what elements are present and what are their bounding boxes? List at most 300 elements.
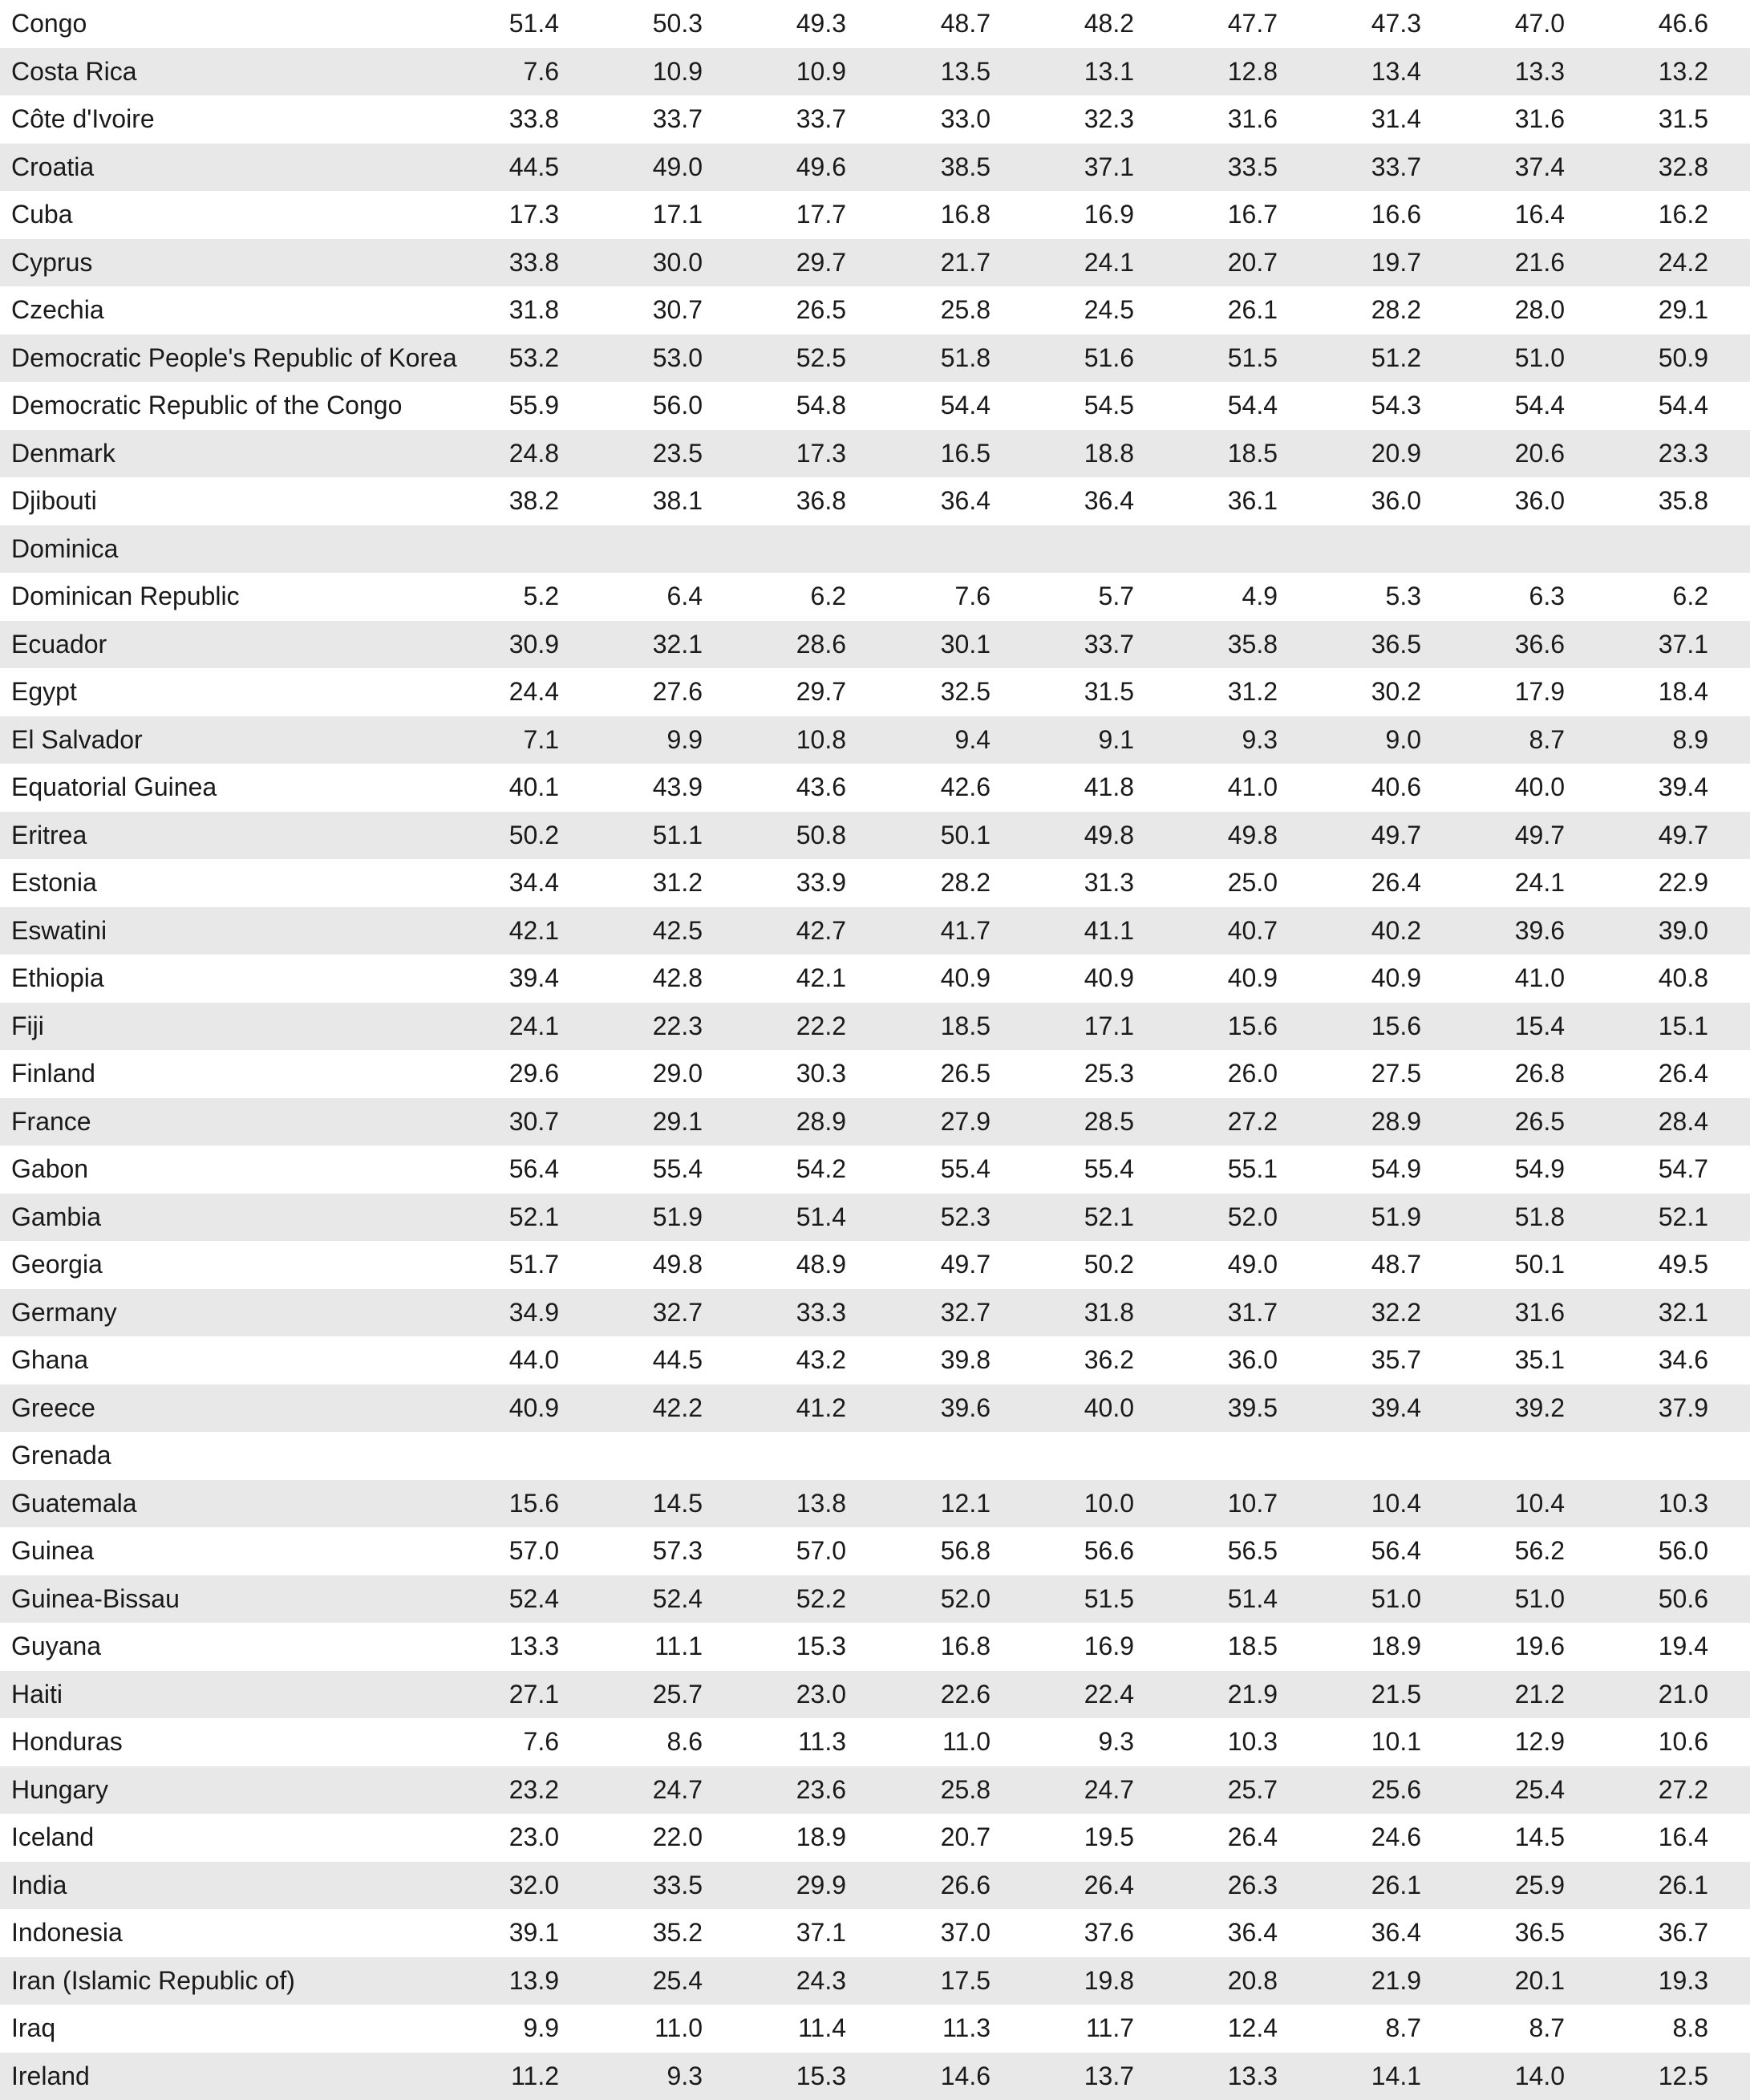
table-row — [0, 1909, 1750, 1957]
table-cell: 29.0 — [574, 1050, 703, 1098]
table-cell: 27.2 — [1580, 1766, 1708, 1814]
table-cell: 51.7 — [431, 1241, 559, 1289]
country-name: Democratic Republic of the Congo — [11, 382, 402, 430]
table-cell — [1006, 525, 1134, 574]
table-cell: 25.9 — [1436, 1862, 1565, 1910]
table-cell: 41.0 — [1149, 764, 1278, 812]
table-cell: 23.0 — [718, 1671, 846, 1719]
table-cell: 40.7 — [1149, 907, 1278, 955]
table-cell: 16.5 — [862, 430, 990, 478]
table-cell: 33.7 — [1293, 144, 1421, 192]
table-cell: 20.8 — [1149, 1957, 1278, 2005]
table-cell: 50.1 — [1436, 1241, 1565, 1289]
table-cell: 39.1 — [431, 1909, 559, 1957]
table-cell: 9.3 — [574, 2053, 703, 2100]
table-cell: 25.6 — [1293, 1766, 1421, 1814]
table-cell: 47.7 — [1149, 0, 1278, 48]
table-row — [0, 239, 1750, 287]
table-cell: 20.6 — [1436, 430, 1565, 478]
table-cell: 9.4 — [862, 716, 990, 764]
table-cell: 18.9 — [718, 1814, 846, 1862]
table-cell: 36.5 — [1436, 1909, 1565, 1957]
table-cell: 42.2 — [574, 1384, 703, 1433]
table-cell: 36.4 — [1149, 1909, 1278, 1957]
table-cell: 40.8 — [1580, 955, 1708, 1003]
table-cell — [1149, 1432, 1278, 1480]
table-cell: 15.3 — [718, 1623, 846, 1671]
table-cell: 49.7 — [1436, 812, 1565, 860]
table-cell: 30.9 — [431, 621, 559, 669]
table-cell: 31.6 — [1149, 95, 1278, 144]
table-cell: 8.6 — [574, 1718, 703, 1766]
table-cell: 31.2 — [1149, 668, 1278, 716]
table-cell — [1580, 525, 1708, 574]
table-cell: 9.0 — [1293, 716, 1421, 764]
table-cell: 56.4 — [431, 1145, 559, 1194]
table-cell: 30.2 — [1293, 668, 1421, 716]
table-row — [0, 1623, 1750, 1671]
table-cell: 23.0 — [431, 1814, 559, 1862]
table-cell: 41.1 — [1006, 907, 1134, 955]
table-cell: 33.9 — [718, 859, 846, 907]
table-row — [0, 573, 1750, 621]
table-cell: 32.1 — [1580, 1289, 1708, 1337]
table-cell: 16.8 — [862, 1623, 990, 1671]
table-cell: 25.0 — [1149, 859, 1278, 907]
table-cell: 40.9 — [1293, 955, 1421, 1003]
country-name: Grenada — [11, 1432, 111, 1480]
table-cell: 12.4 — [1149, 2005, 1278, 2053]
table-cell: 14.5 — [574, 1480, 703, 1528]
table-row — [0, 525, 1750, 574]
table-cell: 21.7 — [862, 239, 990, 287]
table-cell — [1293, 525, 1421, 574]
table-cell: 22.0 — [574, 1814, 703, 1862]
table-row — [0, 668, 1750, 716]
table-row — [0, 334, 1750, 383]
table-cell: 17.5 — [862, 1957, 990, 2005]
table-cell: 51.8 — [862, 334, 990, 383]
country-name: Gabon — [11, 1145, 88, 1194]
table-row — [0, 2053, 1750, 2100]
table-row — [0, 1480, 1750, 1528]
table-cell: 11.0 — [862, 1718, 990, 1766]
table-cell: 15.6 — [1149, 1003, 1278, 1051]
table-row — [0, 1241, 1750, 1289]
table-cell — [718, 1432, 846, 1480]
table-cell: 31.2 — [574, 859, 703, 907]
table-row — [0, 1575, 1750, 1624]
table-cell: 54.9 — [1293, 1145, 1421, 1194]
table-cell: 13.3 — [1436, 48, 1565, 96]
table-cell: 52.5 — [718, 334, 846, 383]
table-cell: 37.9 — [1580, 1384, 1708, 1433]
table-cell: 31.4 — [1293, 95, 1421, 144]
table-cell: 52.3 — [862, 1194, 990, 1242]
table-cell: 47.3 — [1293, 0, 1421, 48]
table-cell: 25.7 — [1149, 1766, 1278, 1814]
table-cell: 48.7 — [862, 0, 990, 48]
table-cell — [862, 1432, 990, 1480]
table-cell: 23.3 — [1580, 430, 1708, 478]
country-name: Guinea-Bissau — [11, 1575, 180, 1624]
table-cell: 40.9 — [431, 1384, 559, 1433]
table-cell: 48.7 — [1293, 1241, 1421, 1289]
table-cell: 21.0 — [1580, 1671, 1708, 1719]
table-cell: 10.4 — [1436, 1480, 1565, 1528]
table-cell: 55.4 — [574, 1145, 703, 1194]
table-cell: 39.0 — [1580, 907, 1708, 955]
table-cell: 7.1 — [431, 716, 559, 764]
table-cell: 28.9 — [1293, 1098, 1421, 1146]
table-cell: 24.8 — [431, 430, 559, 478]
table-cell: 18.5 — [1149, 430, 1278, 478]
table-cell: 33.7 — [718, 95, 846, 144]
table-cell: 17.1 — [1006, 1003, 1134, 1051]
table-cell: 24.4 — [431, 668, 559, 716]
table-row — [0, 1050, 1750, 1098]
table-cell: 33.5 — [1149, 144, 1278, 192]
table-cell: 17.7 — [718, 191, 846, 239]
table-cell: 19.5 — [1006, 1814, 1134, 1862]
table-cell: 23.5 — [574, 430, 703, 478]
table-cell: 33.5 — [574, 1862, 703, 1910]
table-cell: 31.8 — [1006, 1289, 1134, 1337]
table-cell: 54.4 — [1149, 382, 1278, 430]
table-cell: 15.6 — [431, 1480, 559, 1528]
table-cell: 56.5 — [1149, 1527, 1278, 1575]
table-cell: 14.6 — [862, 2053, 990, 2100]
table-cell — [1006, 1432, 1134, 1480]
table-cell: 10.6 — [1580, 1718, 1708, 1766]
table-cell: 52.1 — [431, 1194, 559, 1242]
table-cell: 12.1 — [862, 1480, 990, 1528]
table-cell: 39.2 — [1436, 1384, 1565, 1433]
country-name: Iraq — [11, 2005, 55, 2053]
table-cell: 51.2 — [1293, 334, 1421, 383]
table-cell: 25.7 — [574, 1671, 703, 1719]
table-cell: 54.7 — [1580, 1145, 1708, 1194]
table-cell: 17.1 — [574, 191, 703, 239]
table-cell: 15.1 — [1580, 1003, 1708, 1051]
table-cell: 49.8 — [574, 1241, 703, 1289]
table-cell: 49.6 — [718, 144, 846, 192]
table-cell: 18.5 — [1149, 1623, 1278, 1671]
table-cell — [431, 1432, 559, 1480]
table-cell: 18.9 — [1293, 1623, 1421, 1671]
table-cell: 19.3 — [1580, 1957, 1708, 2005]
table-cell: 9.1 — [1006, 716, 1134, 764]
table-cell: 28.6 — [718, 621, 846, 669]
table-cell: 13.1 — [1006, 48, 1134, 96]
table-cell: 51.4 — [718, 1194, 846, 1242]
table-cell: 28.9 — [718, 1098, 846, 1146]
table-cell: 33.7 — [1006, 621, 1134, 669]
table-cell: 26.4 — [1293, 859, 1421, 907]
table-cell — [862, 525, 990, 574]
country-name: Guinea — [11, 1527, 94, 1575]
table-cell: 56.0 — [1580, 1527, 1708, 1575]
table-cell: 49.7 — [1293, 812, 1421, 860]
table-row — [0, 48, 1750, 96]
country-name: Dominica — [11, 525, 118, 574]
table-cell: 54.4 — [1580, 382, 1708, 430]
table-cell: 20.1 — [1436, 1957, 1565, 2005]
table-row — [0, 1384, 1750, 1433]
table-cell: 39.4 — [1580, 764, 1708, 812]
table-cell: 39.4 — [431, 955, 559, 1003]
table-cell: 32.3 — [1006, 95, 1134, 144]
table-cell: 17.3 — [431, 191, 559, 239]
table-cell: 55.4 — [1006, 1145, 1134, 1194]
table-cell — [574, 525, 703, 574]
table-row — [0, 382, 1750, 430]
table-cell: 14.1 — [1293, 2053, 1421, 2100]
country-name: Egypt — [11, 668, 77, 716]
table-cell: 52.2 — [718, 1575, 846, 1624]
table-cell: 28.4 — [1580, 1098, 1708, 1146]
table-cell: 34.9 — [431, 1289, 559, 1337]
table-cell: 26.1 — [1580, 1862, 1708, 1910]
table-cell: 39.6 — [862, 1384, 990, 1433]
table-row — [0, 2005, 1750, 2053]
table-row — [0, 1098, 1750, 1146]
table-cell: 10.0 — [1006, 1480, 1134, 1528]
country-name: Cuba — [11, 191, 73, 239]
table-row — [0, 907, 1750, 955]
table-cell: 12.5 — [1580, 2053, 1708, 2100]
table-cell: 40.2 — [1293, 907, 1421, 955]
table-cell: 41.0 — [1436, 955, 1565, 1003]
table-cell: 31.6 — [1436, 1289, 1565, 1337]
table-cell: 26.5 — [718, 286, 846, 334]
table-cell: 26.1 — [1293, 1862, 1421, 1910]
table-row — [0, 1718, 1750, 1766]
table-cell: 37.1 — [718, 1909, 846, 1957]
table-cell: 24.6 — [1293, 1814, 1421, 1862]
table-cell: 49.5 — [1580, 1241, 1708, 1289]
table-cell: 15.6 — [1293, 1003, 1421, 1051]
table-cell: 16.4 — [1580, 1814, 1708, 1862]
table-row — [0, 1671, 1750, 1719]
table-cell: 4.9 — [1149, 573, 1278, 621]
table-cell: 51.5 — [1006, 1575, 1134, 1624]
table-cell: 40.0 — [1436, 764, 1565, 812]
country-name: Czechia — [11, 286, 104, 334]
table-cell: 51.0 — [1436, 334, 1565, 383]
table-cell: 19.4 — [1580, 1623, 1708, 1671]
table-cell: 31.5 — [1006, 668, 1134, 716]
table-cell — [1293, 1432, 1421, 1480]
table-cell: 28.2 — [1293, 286, 1421, 334]
table-row — [0, 477, 1750, 525]
table-cell: 10.3 — [1580, 1480, 1708, 1528]
table-cell: 57.0 — [718, 1527, 846, 1575]
table-cell: 8.7 — [1293, 2005, 1421, 2053]
table-cell: 53.0 — [574, 334, 703, 383]
table-cell: 40.9 — [1006, 955, 1134, 1003]
table-cell: 10.9 — [718, 48, 846, 96]
table-cell: 16.8 — [862, 191, 990, 239]
table-cell: 36.2 — [1006, 1336, 1134, 1384]
country-name: Germany — [11, 1289, 117, 1337]
table-cell: 35.8 — [1149, 621, 1278, 669]
table-cell: 10.7 — [1149, 1480, 1278, 1528]
table-cell: 9.9 — [431, 2005, 559, 2053]
table-cell: 54.2 — [718, 1145, 846, 1194]
table-cell: 37.0 — [862, 1909, 990, 1957]
table-cell: 40.1 — [431, 764, 559, 812]
table-cell: 31.3 — [1006, 859, 1134, 907]
table-cell: 22.2 — [718, 1003, 846, 1051]
country-name: Indonesia — [11, 1909, 123, 1957]
table-cell: 30.7 — [574, 286, 703, 334]
table-cell: 40.6 — [1293, 764, 1421, 812]
table-cell: 36.4 — [1006, 477, 1134, 525]
table-cell: 27.2 — [1149, 1098, 1278, 1146]
table-cell: 46.6 — [1580, 0, 1708, 48]
table-cell: 22.4 — [1006, 1671, 1134, 1719]
table-cell: 42.8 — [574, 955, 703, 1003]
table-cell: 30.7 — [431, 1098, 559, 1146]
country-name: Ethiopia — [11, 955, 104, 1003]
table-cell: 36.0 — [1436, 477, 1565, 525]
table-cell: 34.4 — [431, 859, 559, 907]
table-cell: 11.3 — [862, 2005, 990, 2053]
table-cell: 15.4 — [1436, 1003, 1565, 1051]
country-name: Eritrea — [11, 812, 87, 860]
table-cell: 18.4 — [1580, 668, 1708, 716]
table-cell: 27.5 — [1293, 1050, 1421, 1098]
table-cell: 24.1 — [431, 1003, 559, 1051]
table-row — [0, 1766, 1750, 1814]
country-name: Gambia — [11, 1194, 101, 1242]
table-cell: 29.7 — [718, 668, 846, 716]
table-cell: 6.4 — [574, 573, 703, 621]
table-cell: 47.0 — [1436, 0, 1565, 48]
table-cell: 39.8 — [862, 1336, 990, 1384]
table-cell: 8.7 — [1436, 716, 1565, 764]
table-cell: 9.9 — [574, 716, 703, 764]
table-cell: 11.1 — [574, 1623, 703, 1671]
country-name: Costa Rica — [11, 48, 137, 96]
table-cell: 32.1 — [574, 621, 703, 669]
table-cell: 13.4 — [1293, 48, 1421, 96]
table-cell: 8.8 — [1580, 2005, 1708, 2053]
table-row — [0, 1957, 1750, 2005]
table-row — [0, 1289, 1750, 1337]
table-cell: 6.2 — [718, 573, 846, 621]
table-row — [0, 191, 1750, 239]
table-row — [0, 621, 1750, 669]
table-cell: 56.8 — [862, 1527, 990, 1575]
table-cell: 25.8 — [862, 286, 990, 334]
table-cell: 38.1 — [574, 477, 703, 525]
table-cell: 39.6 — [1436, 907, 1565, 955]
country-name: Democratic People's Republic of Korea — [11, 334, 457, 383]
table-cell: 54.3 — [1293, 382, 1421, 430]
country-name: Cyprus — [11, 239, 92, 287]
table-cell: 56.4 — [1293, 1527, 1421, 1575]
country-name: Fiji — [11, 1003, 44, 1051]
table-cell: 31.7 — [1149, 1289, 1278, 1337]
table-cell: 22.9 — [1580, 859, 1708, 907]
table-cell: 56.6 — [1006, 1527, 1134, 1575]
table-cell: 40.9 — [862, 955, 990, 1003]
table-cell: 26.5 — [1436, 1098, 1565, 1146]
table-cell: 42.1 — [431, 907, 559, 955]
table-cell: 50.2 — [431, 812, 559, 860]
table-cell: 39.4 — [1293, 1384, 1421, 1433]
table-cell: 25.4 — [1436, 1766, 1565, 1814]
table-cell: 21.9 — [1149, 1671, 1278, 1719]
table-cell — [431, 525, 559, 574]
table-cell: 51.9 — [1293, 1194, 1421, 1242]
table-cell: 16.7 — [1149, 191, 1278, 239]
table-cell: 22.3 — [574, 1003, 703, 1051]
country-name: Ghana — [11, 1336, 88, 1384]
table-cell: 36.4 — [1293, 1909, 1421, 1957]
table-cell: 48.2 — [1006, 0, 1134, 48]
table-cell: 54.5 — [1006, 382, 1134, 430]
table-cell: 44.5 — [574, 1336, 703, 1384]
table-cell: 38.5 — [862, 144, 990, 192]
table-cell: 52.1 — [1580, 1194, 1708, 1242]
table-row — [0, 859, 1750, 907]
table-cell: 14.5 — [1436, 1814, 1565, 1862]
table-cell: 36.0 — [1293, 477, 1421, 525]
table-cell: 26.0 — [1149, 1050, 1278, 1098]
table-cell: 30.0 — [574, 239, 703, 287]
table-cell: 20.7 — [1149, 239, 1278, 287]
table-row — [0, 812, 1750, 860]
table-row — [0, 764, 1750, 812]
table-row — [0, 716, 1750, 764]
table-cell: 5.3 — [1293, 573, 1421, 621]
table-cell: 7.6 — [431, 48, 559, 96]
table-cell: 51.0 — [1293, 1575, 1421, 1624]
table-cell: 34.6 — [1580, 1336, 1708, 1384]
table-cell: 37.4 — [1436, 144, 1565, 192]
table-cell: 26.4 — [1580, 1050, 1708, 1098]
country-name: Iceland — [11, 1814, 94, 1862]
table-cell: 49.7 — [862, 1241, 990, 1289]
table-cell: 18.5 — [862, 1003, 990, 1051]
table-cell: 31.6 — [1436, 95, 1565, 144]
table-row — [0, 0, 1750, 48]
table-cell — [718, 525, 846, 574]
country-name: Ireland — [11, 2053, 90, 2100]
table-cell: 23.6 — [718, 1766, 846, 1814]
country-name: Finland — [11, 1050, 95, 1098]
table-cell: 55.9 — [431, 382, 559, 430]
table-cell: 26.4 — [1149, 1814, 1278, 1862]
table-cell: 16.2 — [1580, 191, 1708, 239]
table-cell: 54.8 — [718, 382, 846, 430]
table-cell: 24.1 — [1006, 239, 1134, 287]
table-cell: 50.2 — [1006, 1241, 1134, 1289]
country-name: Congo — [11, 0, 87, 48]
table-cell: 13.2 — [1580, 48, 1708, 96]
table-cell: 19.7 — [1293, 239, 1421, 287]
table-cell: 49.0 — [574, 144, 703, 192]
table-cell: 50.3 — [574, 0, 703, 48]
table-cell — [574, 1432, 703, 1480]
table-cell: 57.0 — [431, 1527, 559, 1575]
table-cell: 42.7 — [718, 907, 846, 955]
country-name: Eswatini — [11, 907, 107, 955]
table-cell: 24.5 — [1006, 286, 1134, 334]
